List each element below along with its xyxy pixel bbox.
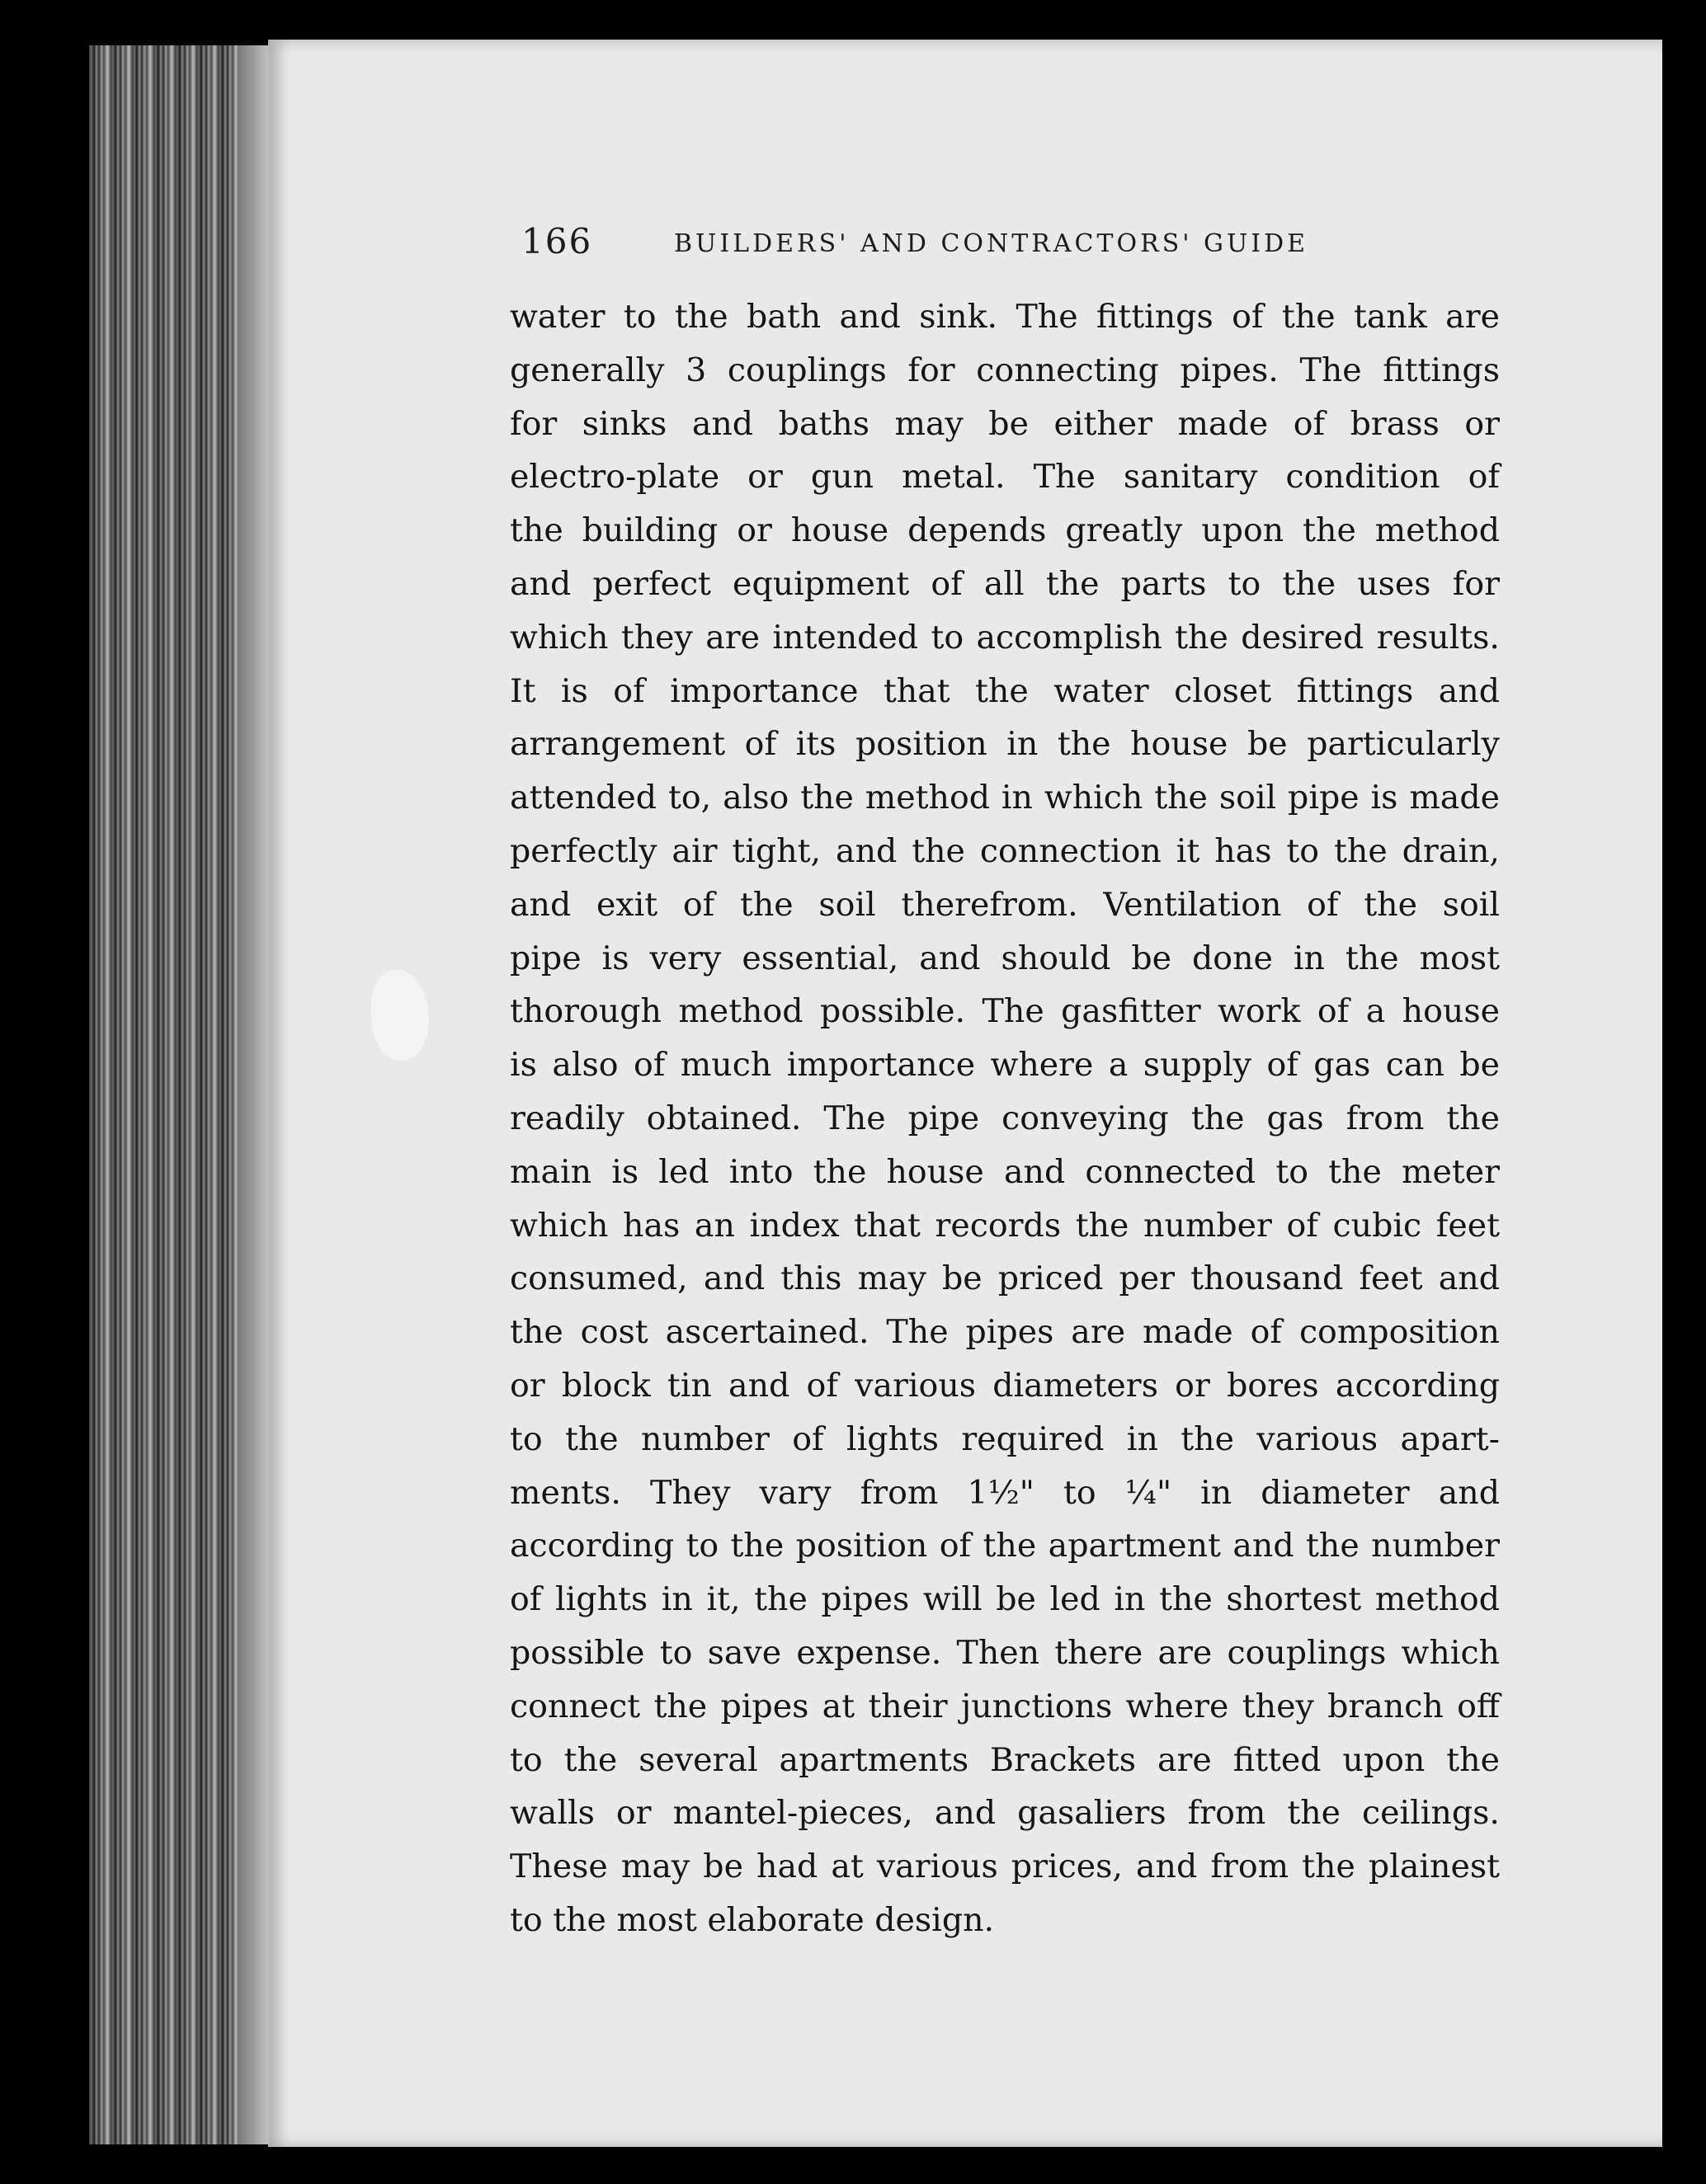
text-line: readily obtained. The pipe conveying the gas from the [510,1099,1500,1137]
text-line: for sinks and baths may be either made of brass or [510,404,1500,443]
text-line: the cost ascertained. The pipes are made of composition [510,1313,1500,1352]
text-line: and perfect equipment of all the parts to the uses for [510,564,1500,603]
text-line: to the number of lights required in the various apart- [510,1419,1500,1458]
book-page-edges [89,45,275,2144]
text-line: which has an index that records the number of cubic feet [510,1206,1500,1245]
text-line: pipe is very essential, and should be done in the most [510,939,1500,977]
text-line: walls or mantel-pieces, and gasaliers from the ceilings. [510,1794,1500,1833]
text-line: perfectly air tight, and the connection it has to the drain, [510,831,1500,870]
page-number: 166 [521,221,593,261]
text-line: of lights in it, the pipes will be led in the shortest method [510,1580,1500,1619]
paper-blemish [371,970,429,1061]
text-line: thorough method possible. The gasfitter work of a house [510,992,1500,1031]
text-line: connect the pipes at their junctions where they branch off [510,1687,1500,1725]
text-line: ments. They vary from 1½" to ¼" in diameter and [510,1473,1500,1512]
running-title: BUILDERS' AND CONTRACTORS' GUIDE [674,229,1309,258]
text-line: attended to, also the method in which the soil pipe is made [510,779,1500,817]
text-line: to the several apartments Brackets are fitted upon the [510,1740,1500,1779]
text-line: possible to save expense. Then there are couplings which [510,1633,1500,1672]
body-text [510,290,1500,1947]
text-line: which they are intended to accomplish the desired results. [510,618,1500,657]
text-line: It is of importance that the water closet fittings and [510,671,1500,710]
text-line: is also of much importance where a supply of gas can be [510,1046,1500,1085]
text-line: generally 3 couplings for connecting pipes. The fittings [510,351,1500,389]
text-line: These may be had at various prices, and from the plainest [510,1847,1500,1886]
page-header [521,221,1346,271]
text-line: or block tin and of various diameters or bores according [510,1366,1500,1405]
text-line: consumed, and this may be priced per thousand feet and [510,1259,1500,1298]
text-line: and exit of the soil therefrom. Ventilation of the soil [510,885,1500,924]
text-line: to the most elaborate design. [510,1900,995,1939]
text-line: arrangement of its position in the house be particularly [510,725,1500,764]
text-line: main is led into the house and connected to the meter [510,1152,1500,1191]
text-line: electro-plate or gun metal. The sanitary condition of [510,458,1500,497]
text-line: the building or house depends greatly upon the method [510,511,1500,550]
text-line: water to the bath and sink. The fittings of the tank are [510,298,1500,336]
text-line: according to the position of the apartment and the number [510,1527,1500,1565]
